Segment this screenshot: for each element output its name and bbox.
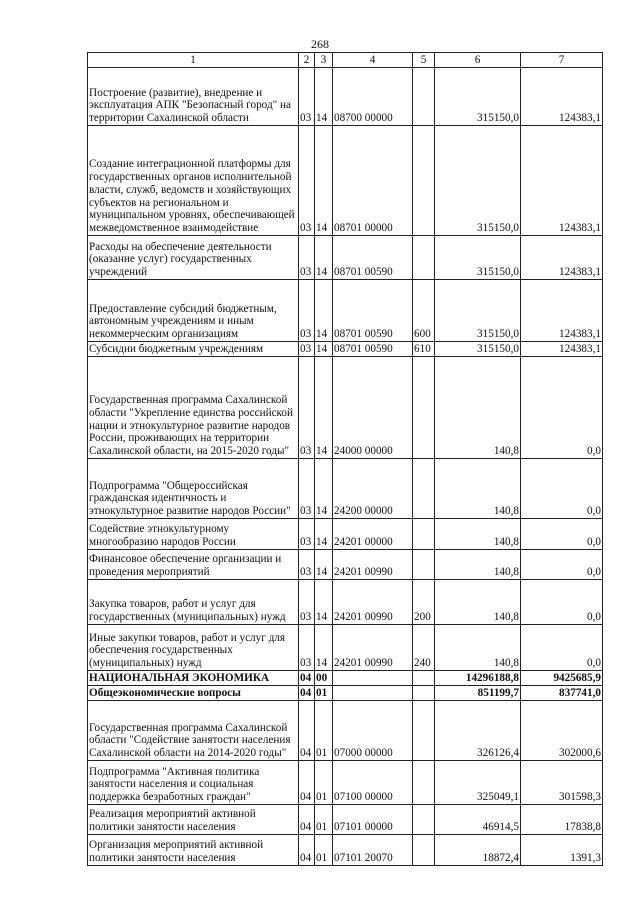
col-header-5: 5 (413, 53, 435, 68)
row-value-col6: 315150,0 (435, 126, 521, 236)
row-section: 03 (299, 519, 315, 550)
row-expense-type (413, 805, 435, 835)
row-target-article: 08701 00590 (333, 236, 413, 280)
table-row (88, 68, 603, 126)
row-value-col6: 315150,0 (435, 236, 521, 280)
row-section: 04 (299, 701, 315, 761)
row-name: Содействие этнокультурному многообразию народов России (88, 519, 299, 550)
row-name: Организация мероприятий активной политики занятости населения (88, 835, 299, 866)
row-name: Общеэкономические вопросы (88, 686, 299, 701)
row-subsection: 14 (315, 519, 333, 550)
table-row (88, 280, 603, 342)
row-value-col7: 0,0 (521, 459, 603, 519)
row-expense-type (413, 550, 435, 580)
row-section: 03 (299, 236, 315, 280)
row-subsection: 01 (315, 805, 333, 835)
col-header-4: 4 (333, 53, 413, 68)
row-target-article: 24201 00990 (333, 550, 413, 580)
row-value-col7: 837741,0 (521, 686, 603, 701)
row-value-col6: 326126,4 (435, 701, 521, 761)
budget-table (87, 52, 603, 866)
row-expense-type (413, 519, 435, 550)
row-name: Государственная программа Сахалинской области "Укрепление единства российской нации и этнокультурное развитие народов России, проживающих на территории Сахалинской области, на 2015-2020 годы" (88, 357, 299, 459)
row-name: Финансовое обеспечение организации и проведения мероприятий (88, 550, 299, 580)
row-section: 03 (299, 580, 315, 625)
row-section: 03 (299, 68, 315, 126)
row-section: 04 (299, 805, 315, 835)
row-subsection: 01 (315, 686, 333, 701)
row-section: 04 (299, 761, 315, 805)
table-row (88, 701, 603, 761)
row-subsection: 00 (315, 671, 333, 686)
row-subsection: 01 (315, 701, 333, 761)
row-section: 03 (299, 280, 315, 342)
row-subsection: 14 (315, 550, 333, 580)
row-expense-type (413, 68, 435, 126)
col-header-2: 2 (299, 53, 315, 68)
row-section: 03 (299, 550, 315, 580)
row-value-col6: 140,8 (435, 357, 521, 459)
row-value-col7: 124383,1 (521, 280, 603, 342)
table-row (88, 686, 603, 701)
table-row (88, 671, 603, 686)
row-expense-type (413, 686, 435, 701)
row-target-article: 24000 00000 (333, 357, 413, 459)
row-value-col7: 302000,6 (521, 701, 603, 761)
table-row (88, 580, 603, 625)
row-name: Реализация мероприятий активной политики занятости населения (88, 805, 299, 835)
row-name: Расходы на обеспечение деятельности (оказание услуг) государственных учреждений (88, 236, 299, 280)
row-value-col6: 140,8 (435, 550, 521, 580)
row-target-article: 07101 00000 (333, 805, 413, 835)
row-subsection: 01 (315, 835, 333, 866)
table-row (88, 126, 603, 236)
row-target-article (333, 686, 413, 701)
row-expense-type (413, 671, 435, 686)
row-section: 03 (299, 459, 315, 519)
table-row (88, 519, 603, 550)
row-value-col7: 0,0 (521, 519, 603, 550)
row-name: Создание интеграционной платформы для государственных органов исполнительной власти, служб, ведомств и хозяйствующих субъектов на региональном и муниципальном уровнях, обеспечивающей межведомственное взаимодействие (88, 126, 299, 236)
table-row (88, 342, 603, 357)
row-section: 04 (299, 835, 315, 866)
row-expense-type (413, 701, 435, 761)
table-row (88, 625, 603, 671)
row-subsection: 14 (315, 459, 333, 519)
row-target-article: 24201 00990 (333, 625, 413, 671)
row-value-col6: 140,8 (435, 580, 521, 625)
table-row (88, 835, 603, 866)
row-target-article: 24201 00000 (333, 519, 413, 550)
row-target-article: 07000 00000 (333, 701, 413, 761)
row-value-col7: 124383,1 (521, 126, 603, 236)
row-name: Закупка товаров, работ и услуг для государственных (муниципальных) нужд (88, 580, 299, 625)
col-header-6: 6 (435, 53, 521, 68)
row-name: НАЦИОНАЛЬНАЯ ЭКОНОМИКА (88, 671, 299, 686)
row-target-article: 07100 00000 (333, 761, 413, 805)
row-target-article: 08700 00000 (333, 68, 413, 126)
row-section: 03 (299, 625, 315, 671)
row-value-col7: 0,0 (521, 550, 603, 580)
row-name: Подпрограмма "Общероссийская гражданская идентичность и этнокультурное развитие народов России" (88, 459, 299, 519)
row-value-col6: 315150,0 (435, 68, 521, 126)
table-row (88, 459, 603, 519)
row-target-article: 08701 00590 (333, 280, 413, 342)
row-value-col7: 301598,3 (521, 761, 603, 805)
row-target-article: 07101 20070 (333, 835, 413, 866)
row-value-col7: 124383,1 (521, 236, 603, 280)
row-subsection: 01 (315, 761, 333, 805)
row-expense-type (413, 459, 435, 519)
row-section: 04 (299, 686, 315, 701)
table-row (88, 236, 603, 280)
row-name: Предоставление субсидий бюджетным, автономным учреждениям и иным некоммерческим организациям (88, 280, 299, 342)
row-value-col6: 315150,0 (435, 280, 521, 342)
row-name: Построение (развитие), внедрение и эксплуатация АПК "Безопасный город" на территории Сахалинской области (88, 68, 299, 126)
row-section: 03 (299, 126, 315, 236)
col-header-3: 3 (315, 53, 333, 68)
row-value-col6: 18872,4 (435, 835, 521, 866)
row-subsection: 14 (315, 342, 333, 357)
row-value-col7: 0,0 (521, 580, 603, 625)
row-value-col6: 851199,7 (435, 686, 521, 701)
row-name: Государственная программа Сахалинской области "Содействие занятости населения Сахалинской области на 2014-2020 годы" (88, 701, 299, 761)
row-expense-type (413, 357, 435, 459)
row-subsection: 14 (315, 580, 333, 625)
row-target-article: 24201 00990 (333, 580, 413, 625)
row-expense-type: 200 (413, 580, 435, 625)
row-value-col6: 46914,5 (435, 805, 521, 835)
row-name: Субсидии бюджетным учреждениям (88, 342, 299, 357)
row-section: 03 (299, 342, 315, 357)
row-target-article: 08701 00000 (333, 126, 413, 236)
row-subsection: 14 (315, 280, 333, 342)
row-target-article: 24200 00000 (333, 459, 413, 519)
row-name: Иные закупки товаров, работ и услуг для обеспечения государственных (муниципальных) нужд (88, 625, 299, 671)
row-expense-type (413, 236, 435, 280)
row-value-col7: 0,0 (521, 357, 603, 459)
row-expense-type (413, 126, 435, 236)
row-expense-type (413, 761, 435, 805)
col-header-7: 7 (521, 53, 603, 68)
row-value-col7: 0,0 (521, 625, 603, 671)
row-value-col7: 17838,8 (521, 805, 603, 835)
row-subsection: 14 (315, 357, 333, 459)
row-value-col6: 140,8 (435, 459, 521, 519)
col-header-1: 1 (88, 53, 299, 68)
row-value-col7: 1391,3 (521, 835, 603, 866)
row-value-col7: 124383,1 (521, 68, 603, 126)
row-value-col6: 140,8 (435, 519, 521, 550)
header-row (88, 53, 603, 68)
row-subsection: 14 (315, 126, 333, 236)
page-number: 268 (311, 37, 329, 51)
row-subsection: 14 (315, 236, 333, 280)
table-row (88, 550, 603, 580)
row-expense-type (413, 835, 435, 866)
row-target-article (333, 671, 413, 686)
row-subsection: 14 (315, 68, 333, 126)
row-value-col6: 140,8 (435, 625, 521, 671)
row-value-col7: 124383,1 (521, 342, 603, 357)
row-expense-type: 610 (413, 342, 435, 357)
table-row (88, 761, 603, 805)
row-expense-type: 600 (413, 280, 435, 342)
row-subsection: 14 (315, 625, 333, 671)
table-row (88, 357, 603, 459)
row-value-col6: 14296188,8 (435, 671, 521, 686)
row-section: 03 (299, 357, 315, 459)
row-value-col6: 325049,1 (435, 761, 521, 805)
row-value-col7: 9425685,9 (521, 671, 603, 686)
row-expense-type: 240 (413, 625, 435, 671)
row-target-article: 08701 00590 (333, 342, 413, 357)
row-section: 04 (299, 671, 315, 686)
row-value-col6: 315150,0 (435, 342, 521, 357)
table-row (88, 805, 603, 835)
row-name: Подпрограмма "Активная политика занятости населения и социальная поддержка безработных граждан" (88, 761, 299, 805)
